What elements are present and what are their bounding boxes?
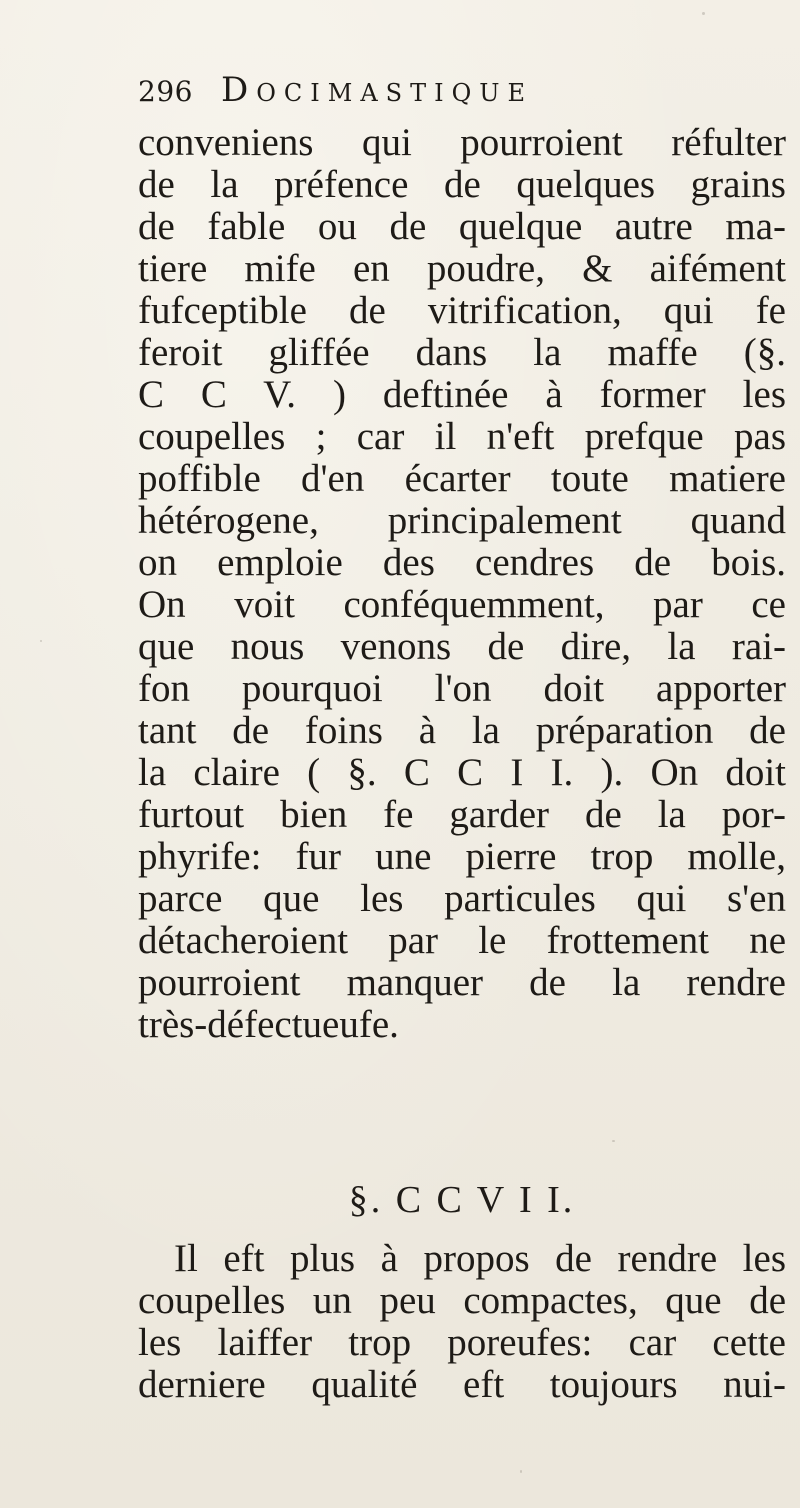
text-line: tiere mife en poudre, & aifément — [138, 247, 786, 290]
text-line: On voit conféquemment, par ce — [138, 583, 786, 626]
text-line: C C V. ) deftinée à former les — [138, 373, 786, 416]
text-line: de fable ou de quelque autre ma- — [138, 205, 786, 248]
text-line: fufceptible de vitrification, qui fe — [138, 289, 786, 332]
text-line: fon pourquoi l'on doit apporter — [138, 667, 786, 710]
text-line-last: très-défectueufe. — [138, 1003, 399, 1046]
paragraph-1 — [138, 122, 786, 1046]
text-line: pourroient manquer de la rendre — [138, 961, 786, 1004]
running-title: Docimastique — [221, 70, 534, 110]
text-line: la claire ( §. C C I I. ). On doit — [138, 751, 786, 794]
page-number: 296 — [138, 75, 193, 108]
text-line: hétérogene, principalement quand — [138, 499, 786, 542]
text-line: détacheroient par le frottement ne — [138, 919, 786, 962]
text-line: de la préfence de quelques grains — [138, 163, 786, 206]
text-line: feroit gliffée dans la maffe (§. — [138, 331, 786, 374]
section-heading: §. C C V I I. — [348, 1179, 576, 1221]
text-line: derniere qualité eft toujours nui- — [138, 1363, 786, 1406]
text-line: phyrife: fur une pierre trop molle, — [138, 835, 786, 878]
text-line: Il eft plus à propos de rendre les — [174, 1237, 786, 1280]
text-line: tant de foins à la préparation de — [138, 709, 786, 752]
text-line: furtout bien fe garder de la por- — [138, 793, 786, 836]
text-line: on emploie des cendres de bois. — [138, 541, 786, 584]
text-line: poffible d'en écarter toute matiere — [138, 457, 786, 500]
paragraph-2 — [138, 1238, 786, 1406]
text-line: coupelles un peu compactes, que de — [138, 1279, 786, 1322]
text-line: que nous venons de dire, la rai- — [138, 625, 786, 668]
text-line: conveniens qui pourroient réfulter — [138, 121, 786, 164]
text-line: les laiffer trop poreufes: car cette — [138, 1321, 786, 1364]
text-line: coupelles ; car il n'eft prefque pas — [138, 415, 786, 458]
text-line: parce que les particules qui s'en — [138, 877, 786, 920]
